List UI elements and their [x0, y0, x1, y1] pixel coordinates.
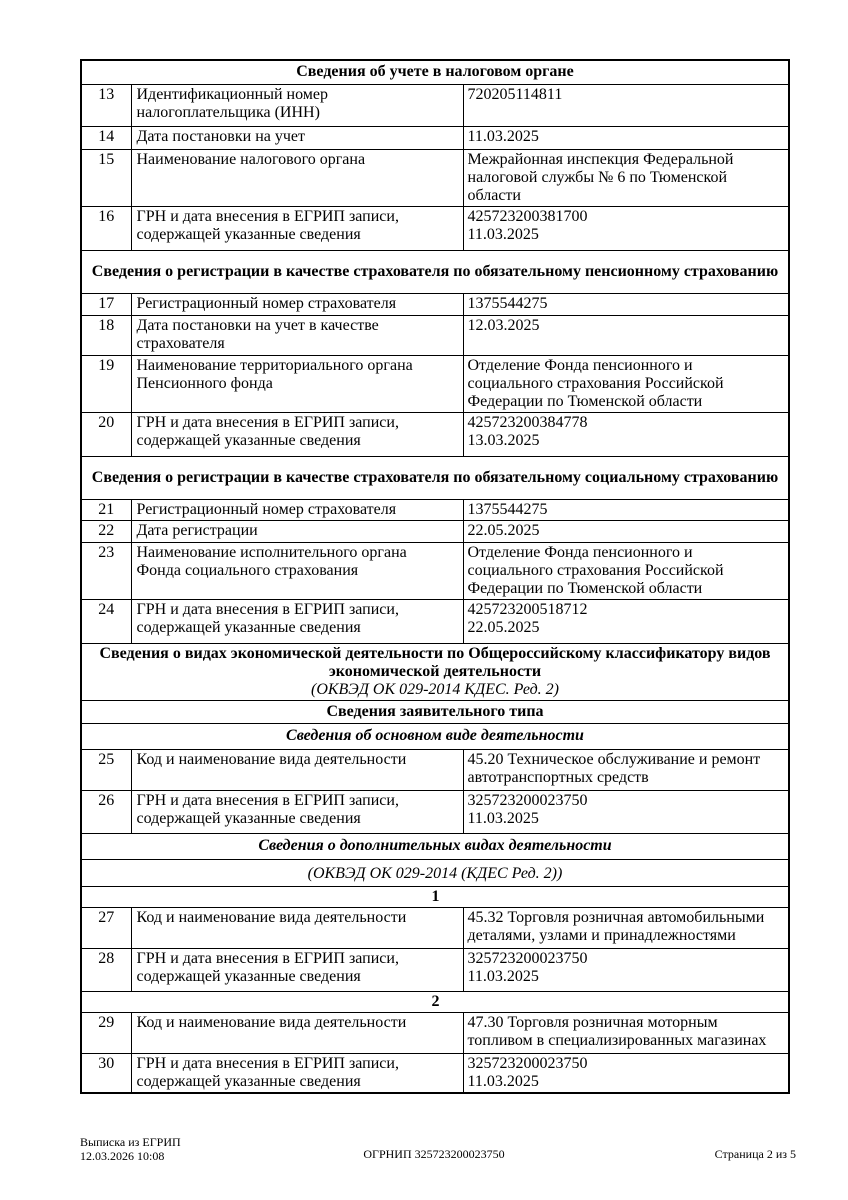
section-header-row [81, 643, 789, 700]
row-value [463, 948, 789, 991]
row-value [463, 315, 789, 355]
label-line: Дата регистрации [136, 521, 258, 539]
footer-datetime: 12.03.2026 10:08 [80, 1149, 165, 1163]
table-row [81, 412, 789, 456]
row-number: 25 [81, 749, 131, 790]
table-row [81, 1012, 789, 1053]
row-number: 14 [81, 126, 131, 149]
row-number: 30 [81, 1053, 131, 1093]
label-line: ГРН и дата внесения в ЕГРИП записи, [136, 949, 399, 967]
table-row [81, 84, 789, 126]
value-line: деталями, узлами и принадлежностями [467, 926, 736, 944]
label-line: ГРН и дата внесения в ЕГРИП записи, [136, 413, 399, 431]
row-label [131, 542, 463, 599]
value-line: 325723200023750 [467, 791, 588, 809]
value-line: автотранспортных средств [467, 768, 649, 786]
section-header-row [81, 456, 789, 499]
value-line: 13.03.2025 [467, 431, 540, 449]
label-line: содержащей указанные сведения [136, 431, 361, 449]
row-label [131, 293, 463, 315]
row-number: 27 [81, 907, 131, 948]
label-line: Код и наименование вида деятельности [136, 1013, 407, 1031]
row-label [131, 790, 463, 833]
row-number: 29 [81, 1012, 131, 1053]
row-label [131, 599, 463, 643]
value-line: налоговой службы № 6 по Тюменской [467, 168, 728, 186]
row-label [131, 1012, 463, 1053]
section-title-text: Сведения о видах экономической деятельности по Общероссийскому классификатору видов экономической деятельности [99, 644, 771, 680]
label-line: Наименование территориального органа [136, 356, 413, 374]
table-row [81, 206, 789, 250]
value-line: 12.03.2025 [467, 316, 540, 334]
value-line: 425723200381700 [467, 207, 588, 225]
section-header-row [81, 833, 789, 859]
row-label [131, 907, 463, 948]
section-title-subtext: (ОКВЭД ОК 029-2014 КДЕС. Ред. 2) [310, 680, 559, 698]
egrip-extract-table [80, 59, 790, 1094]
value-line: области [467, 186, 521, 204]
row-number: 26 [81, 790, 131, 833]
value-line: 1375544275 [467, 500, 548, 518]
table-row [81, 599, 789, 643]
value-line: 1375544275 [467, 294, 548, 312]
row-value [463, 520, 789, 542]
row-value [463, 84, 789, 126]
row-value [463, 1012, 789, 1053]
value-line: 45.20 Техническое обслуживание и ремонт [467, 750, 761, 768]
value-line: Федерации по Тюменской области [467, 579, 703, 597]
value-line: 325723200023750 [467, 1054, 588, 1072]
label-line: ГРН и дата внесения в ЕГРИП записи, [136, 791, 399, 809]
value-line: Межрайонная инспекция Федеральной [467, 150, 734, 168]
row-number: 15 [81, 149, 131, 206]
section-header-row [81, 859, 789, 886]
row-value [463, 206, 789, 250]
table-row [81, 907, 789, 948]
label-line: содержащей указанные сведения [136, 967, 361, 985]
section-header-row [81, 250, 789, 293]
section-title: Сведения о регистрации в качестве страхователя по обязательному пенсионному страхованию [81, 250, 789, 293]
row-value [463, 293, 789, 315]
value-line: Отделение Фонда пенсионного и [467, 356, 693, 374]
footer-page-number: Страница 2 из 5 [714, 1147, 796, 1161]
row-value [463, 149, 789, 206]
section-title: Сведения об учете в налоговом органе [81, 60, 789, 84]
value-line: 11.03.2025 [467, 1072, 539, 1090]
section-title: Сведения заявительного типа [81, 700, 789, 723]
row-label [131, 948, 463, 991]
value-line: 45.32 Торговля розничная автомобильными [467, 908, 765, 926]
row-number: 21 [81, 499, 131, 520]
section-header-row [81, 700, 789, 723]
value-line: 425723200518712 [467, 600, 588, 618]
activity-index: 1 [81, 886, 789, 907]
value-line: Федерации по Тюменской области [467, 392, 703, 410]
row-value [463, 355, 789, 412]
label-line: налогоплательщика (ИНН) [136, 103, 320, 121]
table-row [81, 542, 789, 599]
row-label [131, 149, 463, 206]
label-line: Идентификационный номер [136, 85, 329, 103]
footer-doc-type: Выписка из ЕГРИП [80, 1135, 181, 1149]
value-line: 22.05.2025 [467, 521, 540, 539]
row-label [131, 749, 463, 790]
row-value [463, 907, 789, 948]
value-line: социального страхования Российской [467, 374, 724, 392]
label-line: Код и наименование вида деятельности [136, 750, 407, 768]
row-label [131, 1053, 463, 1093]
section-title: (ОКВЭД ОК 029-2014 (КДЕС Ред. 2)) [81, 859, 789, 886]
value-line: 11.03.2025 [467, 127, 539, 145]
section-header-row [81, 60, 789, 84]
activity-index-row [81, 886, 789, 907]
row-label [131, 520, 463, 542]
row-label [131, 315, 463, 355]
label-line: ГРН и дата внесения в ЕГРИП записи, [136, 600, 399, 618]
label-line: Регистрационный номер страхователя [136, 294, 397, 312]
label-line: страхователя [136, 334, 225, 352]
value-line: 720205114811 [467, 85, 563, 103]
row-number: 23 [81, 542, 131, 599]
value-line: 11.03.2025 [467, 967, 539, 985]
value-line: топливом в специализированных магазинах [467, 1031, 767, 1049]
row-value [463, 126, 789, 149]
row-label [131, 84, 463, 126]
label-line: Пенсионного фонда [136, 374, 273, 392]
row-value [463, 412, 789, 456]
table-row [81, 790, 789, 833]
label-line: ГРН и дата внесения в ЕГРИП записи, [136, 207, 399, 225]
label-line: Код и наименование вида деятельности [136, 908, 407, 926]
section-title [81, 643, 789, 700]
label-line: Дата постановки на учет в качестве [136, 316, 379, 334]
value-line: 47.30 Торговля розничная моторным [467, 1013, 718, 1031]
table-row [81, 355, 789, 412]
row-value [463, 499, 789, 520]
value-line: Отделение Фонда пенсионного и [467, 543, 693, 561]
row-number: 17 [81, 293, 131, 315]
table-row [81, 749, 789, 790]
label-line: Фонда социального страхования [136, 561, 359, 579]
value-line: 11.03.2025 [467, 225, 539, 243]
row-value [463, 1053, 789, 1093]
label-line: Регистрационный номер страхователя [136, 500, 397, 518]
row-value [463, 790, 789, 833]
row-label [131, 499, 463, 520]
row-number: 20 [81, 412, 131, 456]
row-number: 18 [81, 315, 131, 355]
row-label [131, 412, 463, 456]
activity-index-row [81, 991, 789, 1012]
row-number: 16 [81, 206, 131, 250]
section-title: Сведения о дополнительных видах деятельности [81, 833, 789, 859]
row-label [131, 355, 463, 412]
label-line: ГРН и дата внесения в ЕГРИП записи, [136, 1054, 399, 1072]
value-line: 11.03.2025 [467, 809, 539, 827]
table-row [81, 293, 789, 315]
row-number: 19 [81, 355, 131, 412]
label-line: Наименование исполнительного органа [136, 543, 407, 561]
row-number: 13 [81, 84, 131, 126]
table-row [81, 948, 789, 991]
footer-ogrnip: ОГРНИП 325723200023750 [363, 1147, 505, 1161]
table-row [81, 126, 789, 149]
value-line: 325723200023750 [467, 949, 588, 967]
row-value [463, 749, 789, 790]
value-line: социального страхования Российской [467, 561, 724, 579]
value-line: 22.05.2025 [467, 618, 540, 636]
row-number: 28 [81, 948, 131, 991]
section-title: Сведения об основном виде деятельности [81, 723, 789, 749]
label-line: содержащей указанные сведения [136, 618, 361, 636]
table-row [81, 520, 789, 542]
label-line: содержащей указанные сведения [136, 809, 361, 827]
table-row [81, 499, 789, 520]
section-title: Сведения о регистрации в качестве страхователя по обязательному социальному страхованию [81, 456, 789, 499]
row-number: 24 [81, 599, 131, 643]
row-label [131, 206, 463, 250]
section-header-row [81, 723, 789, 749]
row-label [131, 126, 463, 149]
row-value [463, 599, 789, 643]
label-line: содержащей указанные сведения [136, 225, 361, 243]
table-row [81, 1053, 789, 1093]
row-number: 22 [81, 520, 131, 542]
label-line: Дата постановки на учет [136, 127, 305, 145]
table-row [81, 315, 789, 355]
label-line: Наименование налогового органа [136, 150, 366, 168]
activity-index: 2 [81, 991, 789, 1012]
value-line: 425723200384778 [467, 413, 588, 431]
label-line: содержащей указанные сведения [136, 1072, 361, 1090]
table-row [81, 149, 789, 206]
row-value [463, 542, 789, 599]
